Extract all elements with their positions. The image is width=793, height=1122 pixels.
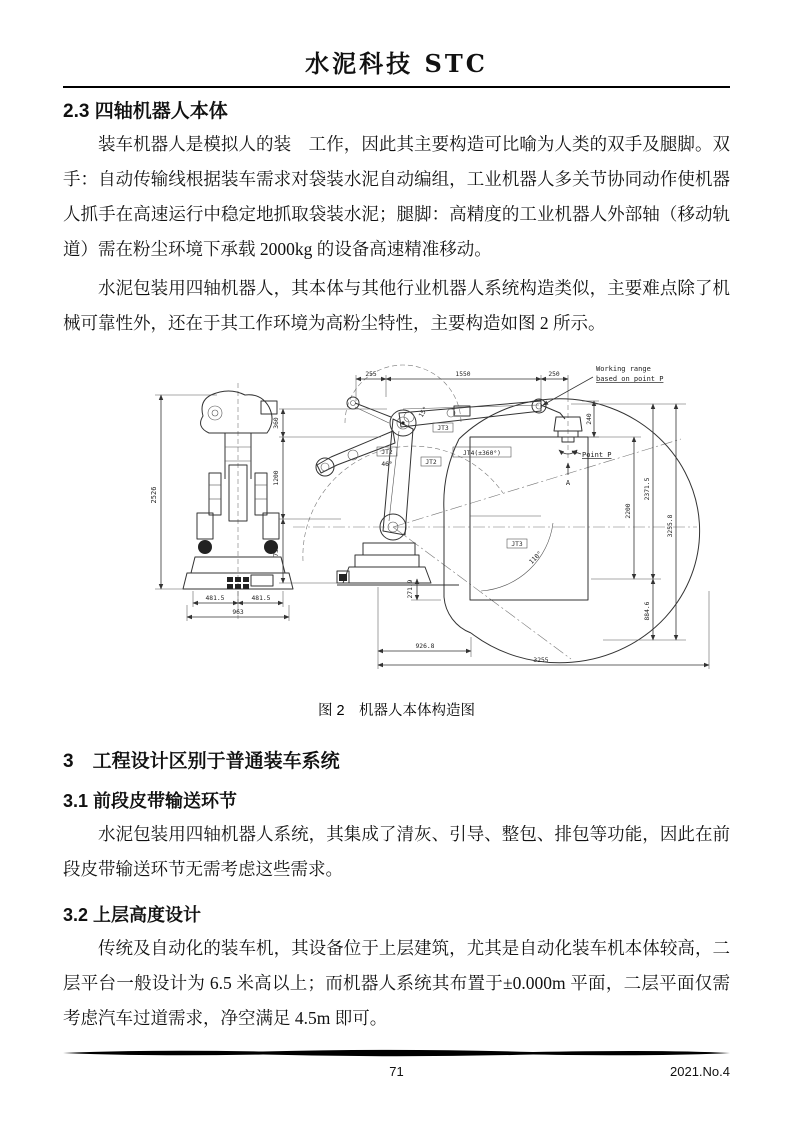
side-view [293,365,700,663]
svg-text:3255: 3255 [533,657,549,664]
svg-text:2526: 2526 [150,486,158,504]
svg-text:2371.5: 2371.5 [644,477,651,501]
paragraph-3-1-1: 水泥包装用四轴机器人系统，其集成了清灰、引导、整包、排包等功能，因此在前段皮带输送环节无需考虑这些需求。 [63,824,730,879]
svg-text:Working range: Working range [596,365,651,373]
figure-caption: 图 2 机器人本体构造图 [317,703,476,719]
svg-text:481.5: 481.5 [251,595,271,602]
svg-text:250: 250 [548,371,560,378]
front-view-dimensions [150,395,289,621]
svg-text:963: 963 [232,609,244,616]
working-range-envelope [444,399,700,663]
page-content [63,0,730,1036]
svg-text:240: 240 [586,413,593,425]
svg-text:46°: 46° [381,461,393,468]
svg-text:JT3: JT3 [511,541,523,548]
svg-text:JT2: JT2 [425,459,437,466]
svg-text:3255.8: 3255.8 [667,514,674,538]
svg-text:750: 750 [273,545,280,557]
side-view-labels [377,365,663,566]
svg-text:255: 255 [365,371,377,378]
svg-text:JT3: JT3 [437,425,449,432]
svg-text:2200: 2200 [625,503,632,519]
paragraph-3-2-1: 传统及自动化的装车机，其设备位于上层建筑，尤其是自动化装车机本体较高，二层平台一般设计为 6.5 米高以上；而机器人系统其布置于±0.000m 平面，二层平面仅需考虑汽车过道需求，净空满足 4.5m 即可。 [63,938,730,1028]
page-footer [63,1044,730,1082]
working-zone-box [470,437,588,600]
header-rule [63,86,730,88]
svg-text:884.6: 884.6 [644,601,651,621]
section-heading-3-2: 3.2 上层高度设计 [63,905,202,925]
robot-technical-drawing [141,361,741,691]
issue-number: 2021.No.4 [670,1064,730,1079]
svg-text:110°: 110° [528,550,544,566]
paragraph-2-3-2: 水泥包装用四轴机器人，其本体与其他行业机器人系统构造类似，主要难点除了机械可靠性外，还在于其工作环境为高粉尘特性，主要构造如图 2 所示。 [63,278,730,333]
svg-text:360: 360 [273,417,280,429]
svg-text:JT4(±360°): JT4(±360°) [463,450,501,457]
footer-rule [63,1049,730,1057]
section-heading-3: 3 工程设计区别于普通装车系统 [63,751,340,772]
svg-text:Point P: Point P [582,451,612,459]
svg-text:271.9: 271.9 [407,579,414,599]
journal-title: 水泥科技 STC [305,49,488,78]
svg-text:A: A [565,479,571,487]
svg-text:926.8: 926.8 [415,643,435,650]
svg-text:JT2: JT2 [381,449,393,456]
paragraph-2-3-1: 装车机器人是模拟人的装 工作，因此其主要构造可比喻为人类的双手及腿脚。双手：自动传输线根据装车需求对袋装水泥自动编组，工业机器人多关节协同动作使机器人抓手在高速运行中稳定地抓取袋装水泥；腿脚：高精度的工业机器人外部轴（移动轨道）需在粉尘环境下承载 2000kg 的设备高速精准移动。 [63,134,730,259]
page-number: 71 [389,1064,404,1079]
svg-text:15°: 15° [417,405,430,419]
svg-text:481.5: 481.5 [205,595,225,602]
section-heading-3-1: 3.1 前段皮带输送环节 [63,791,238,811]
svg-text:1550: 1550 [455,371,471,378]
svg-text:based on point P: based on point P [596,375,664,383]
section-heading-2-3: 2.3 四轴机器人本体 [63,101,228,122]
svg-text:1200: 1200 [273,470,280,486]
figure-2 [63,361,730,720]
